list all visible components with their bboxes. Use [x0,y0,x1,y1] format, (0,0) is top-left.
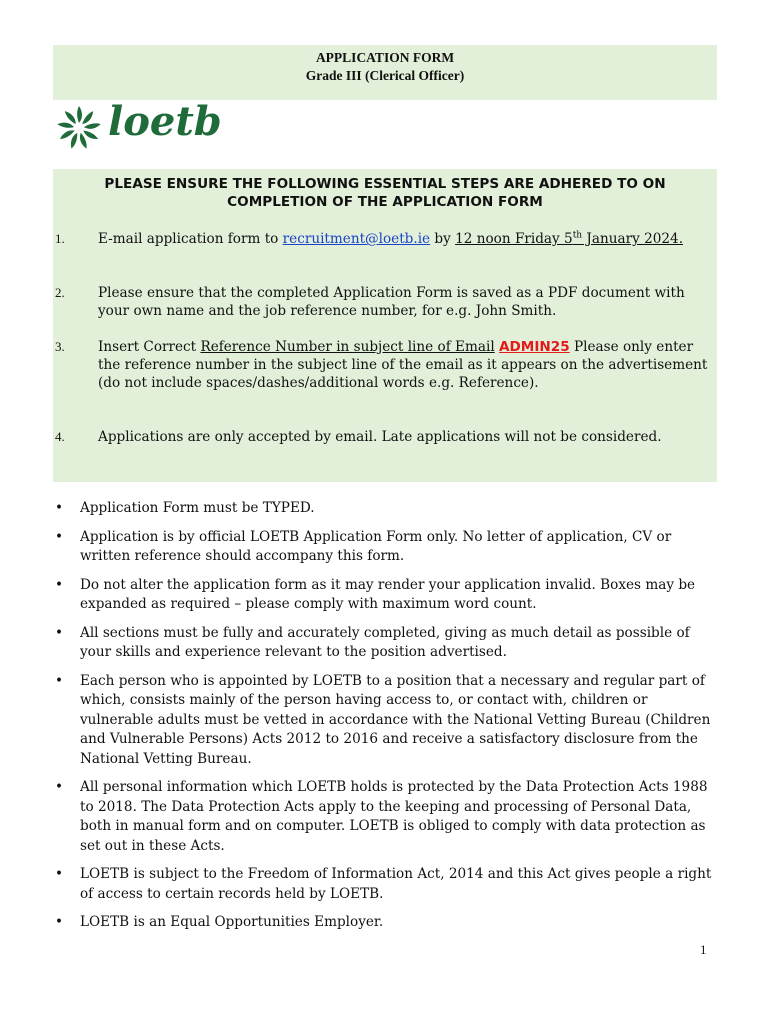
bullet-icon: • [55,914,64,930]
list-item: • Application is by official LOETB Application Form only. No letter of application, CV or written reference should accompany this form. [55,528,672,564]
list-item: • Do not alter the application form as it may render your application invalid. Boxes may be expanded as required – please comply with maximum word count. [55,576,696,612]
list-item: • Application Form must be TYPED. [53,499,717,519]
form-subtitle: Grade III (Clerical Officer) [305,68,465,83]
bullet-icon: • [55,576,64,593]
steps-title: PLEASE ENSURE THE FOLLOWING ESSENTIAL STEPS ARE ADHERED TO ON COMPLETION OF THE APPLICATION FORM [104,176,666,210]
bullet-icon: • [55,624,64,641]
bullet-icon: • [55,779,64,795]
list-item: • All sections must be fully and accurately completed, giving as much detail as possible of your skills and experience relevant to the position advertised. [55,624,690,660]
essential-steps-box: PLEASE ENSURE THE FOLLOWING ESSENTIAL STEPS ARE ADHERED TO ON COMPLETION OF THE APPLICATION FORM 1. E-mail application form to recruitment@loetb.ie by 12 noon Friday 5th January 2024. 2. Please ensure that the completed Application Form is saved as a PDF document with your own name and the job reference number, for e.g. John Smith. 3. Insert Correct Reference Number in subject line of Email ADMIN25 Please only enter the reference number in the subject line of the email as it appears on the advertisement (do not include spaces/dashes/additional words e.g. Reference). 4. Applications are only accepted by email. Late applications will not be considered. [53,169,717,482]
logo-wordmark: loetb [108,98,222,145]
list-item: • Each person who is appointed by LOETB to a position that a necessary and regular part of which, consists mainly of the person having access to, or contact with, children or vulnerable adults must be vetted in accordance with the National Vetting Bureau (Children and Vulnerable Persons) Acts 2012 to 2016 and receive a satisfactory disclosure from the National Vetting Bureau. [55,672,711,767]
bullet-icon: • [55,866,64,882]
reference-number: ADMIN25 [499,339,570,355]
form-title: APPLICATION FORM [315,50,455,65]
step-number: 2. [55,285,65,300]
bullet-icon: • [55,528,64,545]
list-item: • LOETB is subject to the Freedom of Information Act, 2014 and this Act gives people a right of access to certain records held by LOETB. [55,866,712,902]
step-text: E-mail application form to [98,231,283,247]
deadline: 12 noon Friday 5th January 2024. [455,230,684,247]
loetb-logo [53,98,223,154]
list-item: • All personal information which LOETB holds is protected by the Data Protection Acts 1988 to 2018. The Data Protection Acts apply to the keeping and processing of Personal Data, both in manual form and on computer. LOETB is obliged to comply with data protection as set out in these Acts. [55,779,708,854]
bullet-icon: • [55,500,64,516]
list-item: • LOETB is an Equal Opportunities Employer. [53,913,717,933]
swirl-logo-icon [53,102,105,154]
guidelines-list [53,499,717,933]
subject-line-instruction: Reference Number in subject line of Email [200,339,495,355]
step-text: Please ensure that the completed Application Form is saved as a PDF document with your own name and the job reference number, for e.g. John Smith. [98,285,685,319]
page-number: 1 [700,942,707,957]
step-text: Applications are only accepted by email. Late applications will not be considered. [98,429,662,445]
form-header [53,45,717,100]
step-number: 4. [55,429,65,444]
bullet-icon: • [55,672,64,689]
step-number: 3. [55,339,65,354]
email-link[interactable]: recruitment@loetb.ie [282,231,431,247]
step-text: Insert Correct [98,339,201,355]
step-number: 1. [55,231,65,246]
